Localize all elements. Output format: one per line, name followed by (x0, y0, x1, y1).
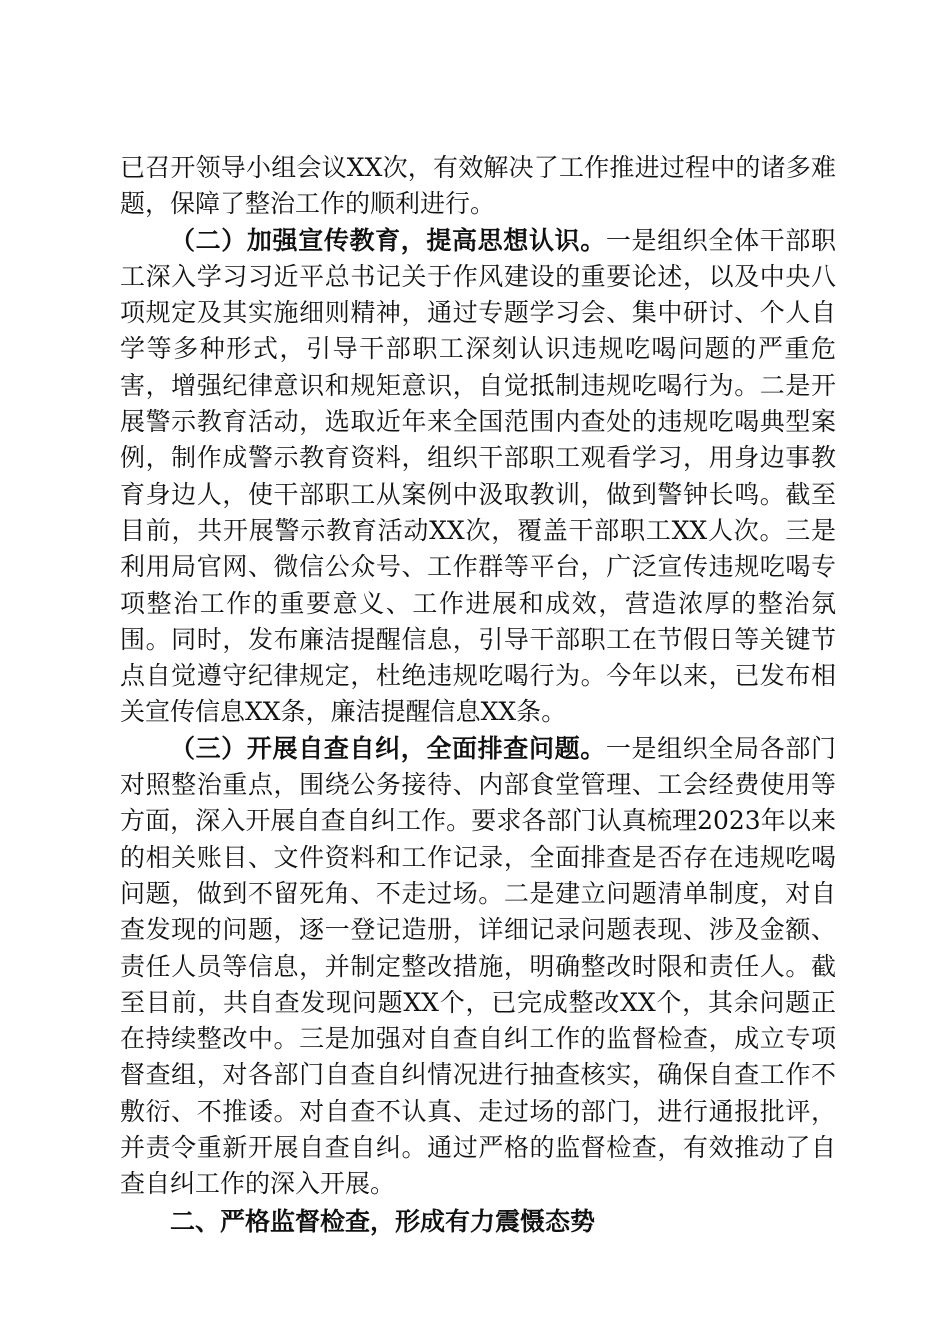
paragraph-self-inspection (120, 731, 836, 1203)
document-body (120, 150, 836, 1241)
paragraph-heading: （二）加强宣传教育，提高思想认识。 (170, 225, 606, 255)
paragraph-heading: （三）开展自查自纠，全面排查问题。 (170, 733, 606, 763)
paragraph-continuation (120, 150, 836, 223)
paragraph-publicity-education (120, 223, 836, 731)
paragraph-text: 已召开领导小组会议XX次，有效解决了工作推进过程中的诸多难题，保障了整治工作的顺利进行。 (120, 153, 836, 219)
section-heading: 二、严格监督检查，形成有力震慑态势 (170, 1206, 596, 1236)
paragraph-text: 一是组织全体干部职工深入学习习近平总书记关于作风建设的重要论述，以及中央八项规定及其实施细则精神，通过专题学习会、集中研讨、个人自学等多种形式，引导干部职工深刻认识违规吃喝问题的严重危害，增强纪律意识和规矩意识，自觉抵制违规吃喝行为。二是开展警示教育活动，选取近年来全国范围内查处的违规吃喝典型案例，制作成警示教育资料，组织干部职工观看学习，用身边事教育身边人，使干部职工从案例中汲取教训，做到警钟长鸣。截至目前，共开展警示教育活动XX次，覆盖干部职工XX人次。三是利用局官网、微信公众号、工作群等平台，广泛宣传违规吃喝专项整治工作的重要意义、工作进展和成效，营造浓厚的整治氛围。同时，发布廉洁提醒信息，引导干部职工在节假日等关键节点自觉遵守纪律规定，杜绝违规吃喝行为。今年以来，已发布相关宣传信息XX条，廉洁提醒信息XX条。 (120, 225, 836, 727)
paragraph-text: 一是组织全局各部门对照整治重点，围绕公务接待、内部食堂管理、工会经费使用等方面，深入开展自查自纠工作。要求各部门认真梳理2023年以来的相关账目、文件资料和工作记录，全面排查是否存在违规吃喝问题，做到不留死角、不走过场。二是建立问题清单制度，对自查发现的问题，逐一登记造册，详细记录问题表现、涉及金额、责任人员等信息，并制定整改措施，明确整改时限和责任人。截至目前，共自查发现问题XX个，已完成整改XX个，其余问题正在持续整改中。三是加强对自查自纠工作的监督检查，成立专项督查组，对各部门自查自纠情况进行抽查核实，确保自查工作不敷衍、不推诿。对自查不认真、走过场的部门，进行通报批评，并责令重新开展自查自纠。通过严格的监督检查，有效推动了自查自纠工作的深入开展。 (120, 733, 836, 1199)
